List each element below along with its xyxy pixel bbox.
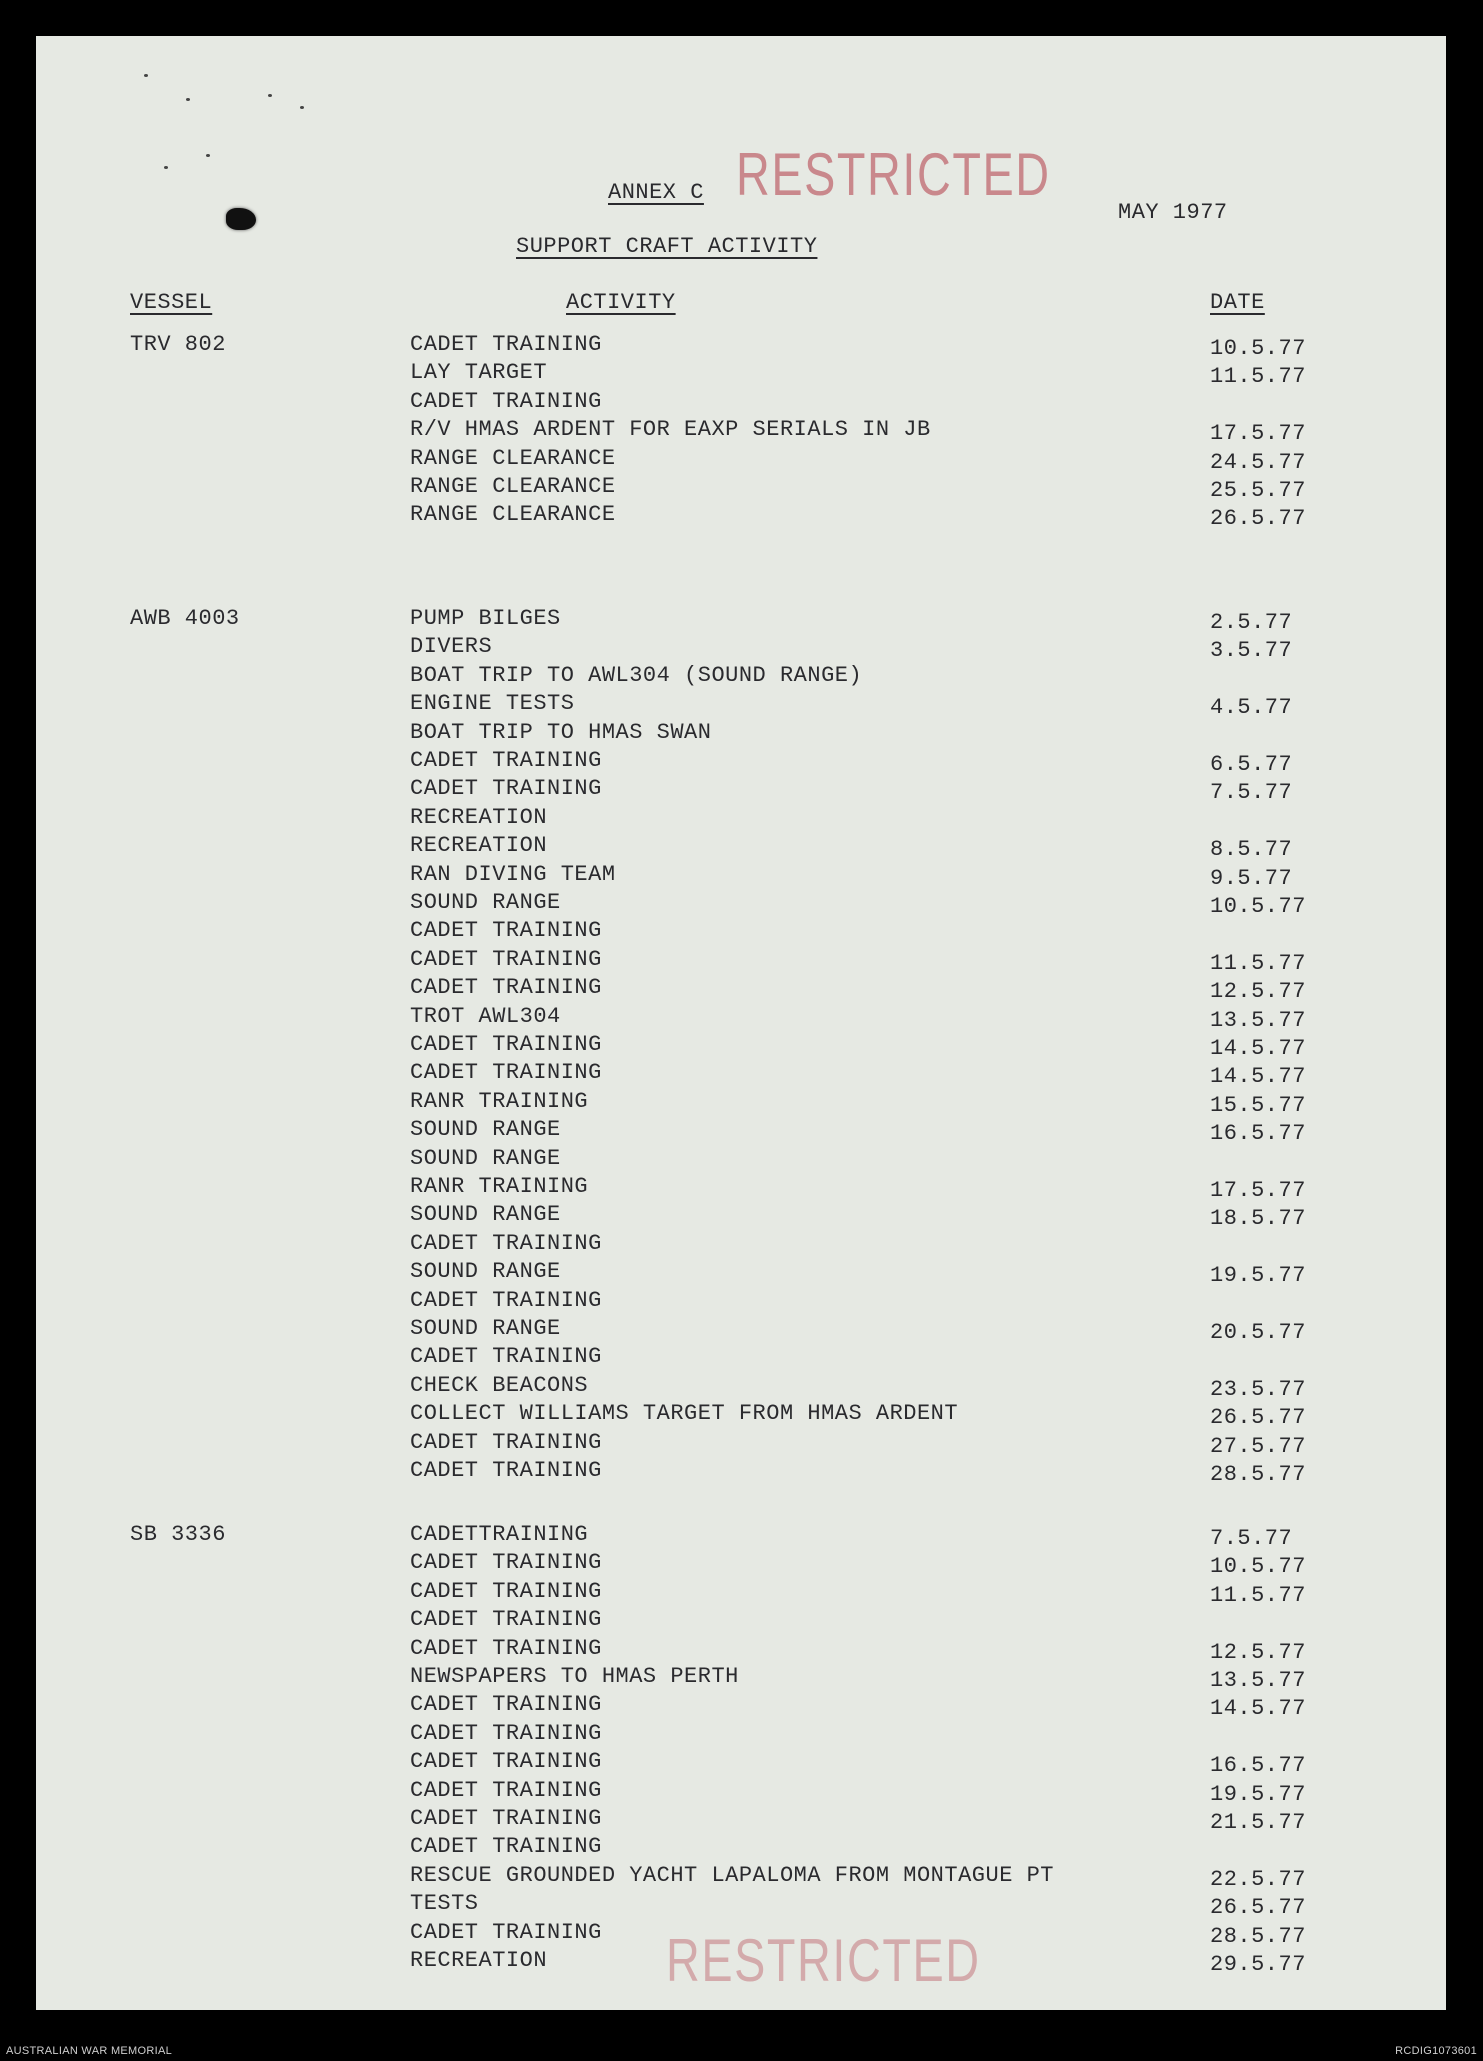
activity-cell: CADET TRAINING	[410, 1230, 602, 1256]
date-cell: 6.5.77	[1210, 752, 1293, 777]
date-cell: 3.5.77	[1210, 638, 1293, 664]
document-title: SUPPORT CRAFT ACTIVITY	[516, 234, 818, 259]
date-cell: 23.5.77	[1210, 1376, 1306, 1402]
vessel-name: TRV 802	[130, 332, 226, 357]
activity-cell: CADET TRAINING	[410, 975, 602, 1001]
restricted-stamp-top: RESTRICTED	[736, 141, 1051, 208]
activity-cell: CADET TRAINING	[410, 332, 602, 357]
activity-cell: CADET TRAINING	[410, 1692, 602, 1718]
date-cell: 24.5.77	[1210, 449, 1306, 475]
date-cell: 19.5.77	[1210, 1781, 1306, 1807]
date-cell: 14.5.77	[1210, 1064, 1306, 1090]
activity-cell: RANR TRAINING	[410, 1088, 589, 1114]
date-cell: 9.5.77	[1210, 865, 1293, 891]
date-cell: 7.5.77	[1210, 1526, 1293, 1551]
activity-cell: CADET TRAINING	[410, 1635, 602, 1661]
date-cell: 15.5.77	[1210, 1092, 1306, 1118]
speck	[300, 106, 304, 109]
activity-cell: DIVERS	[410, 634, 493, 660]
activity-cell: RANGE CLEARANCE	[410, 474, 616, 499]
date-cell: 14.5.77	[1210, 1696, 1306, 1722]
activity-cell: RANGE CLEARANCE	[410, 445, 616, 471]
footer-id: RCDIG1073601	[1395, 2045, 1477, 2057]
date-cell: 20.5.77	[1210, 1320, 1306, 1345]
activity-cell: CADETTRAINING	[410, 1522, 589, 1547]
activity-cell: SOUND RANGE	[410, 1117, 561, 1143]
activity-cell: CADET TRAINING	[410, 1777, 602, 1803]
activity-cell: CADET TRAINING	[410, 918, 602, 944]
activity-cell: SOUND RANGE	[410, 1145, 561, 1171]
speck	[268, 94, 272, 97]
date-cell: 19.5.77	[1210, 1263, 1306, 1289]
activity-cell: CADET TRAINING	[410, 1032, 602, 1057]
date-cell: 13.5.77	[1210, 1007, 1306, 1033]
vessel-header: VESSEL	[130, 290, 213, 315]
date-cell: 21.5.77	[1210, 1810, 1306, 1835]
date-cell: 10.5.77	[1210, 1554, 1306, 1580]
activity-cell: CADET TRAINING	[410, 748, 602, 773]
date-cell: 11.5.77	[1210, 364, 1306, 390]
date-header: DATE	[1210, 290, 1265, 315]
date-cell: 25.5.77	[1210, 478, 1306, 503]
activity-cell: CADET TRAINING	[410, 1834, 602, 1860]
vessel-name: AWB 4003	[130, 606, 240, 631]
activity-cell: CADET TRAINING	[410, 776, 602, 802]
footer-source: AUSTRALIAN WAR MEMORIAL	[6, 2045, 173, 2057]
activity-cell: SOUND RANGE	[410, 890, 561, 915]
activity-cell: NEWSPAPERS TO HMAS PERTH	[410, 1664, 739, 1689]
activity-cell: CADET TRAINING	[410, 1429, 602, 1455]
activity-cell: RECREATION	[410, 1948, 548, 1973]
activity-cell: SOUND RANGE	[410, 1202, 561, 1228]
activity-header: ACTIVITY	[566, 290, 676, 315]
activity-cell: ENGINE TESTS	[410, 691, 575, 717]
activity-cell: BOAT TRIP TO HMAS SWAN	[410, 719, 712, 745]
restricted-stamp-bottom: RESTRICTED	[666, 1927, 981, 1994]
punch-hole	[226, 208, 256, 230]
activity-cell: CADET TRAINING	[410, 1344, 602, 1370]
activity-cell: BOAT TRIP TO AWL304 (SOUND RANGE)	[410, 662, 863, 688]
document-page	[36, 36, 1446, 2010]
date-cell: 12.5.77	[1210, 1639, 1306, 1665]
date-cell: 13.5.77	[1210, 1668, 1306, 1693]
date-cell: 14.5.77	[1210, 1036, 1306, 1061]
activity-cell: CADET TRAINING	[410, 1458, 602, 1483]
annex-label: ANNEX C	[608, 180, 704, 205]
activity-cell: RECREATION	[410, 833, 548, 859]
vessel-name: SB 3336	[130, 1522, 226, 1547]
date-cell: 28.5.77	[1210, 1462, 1306, 1487]
date-cell: 22.5.77	[1210, 1866, 1306, 1892]
activity-cell: CADET TRAINING	[410, 1720, 602, 1746]
activity-cell: TROT AWL304	[410, 1003, 561, 1029]
activity-cell: RANR TRAINING	[410, 1174, 589, 1199]
activity-cell: CADET TRAINING	[410, 1287, 602, 1313]
date-cell: 2.5.77	[1210, 610, 1293, 635]
date-cell: 26.5.77	[1210, 1895, 1306, 1921]
activity-cell: CADET TRAINING	[410, 1060, 602, 1086]
date-cell: 17.5.77	[1210, 421, 1306, 447]
date-cell: 27.5.77	[1210, 1433, 1306, 1459]
date-cell: 28.5.77	[1210, 1923, 1306, 1949]
date-cell: 10.5.77	[1210, 894, 1306, 919]
activity-cell: CADET TRAINING	[410, 1749, 602, 1775]
date-cell: 29.5.77	[1210, 1952, 1306, 1977]
speck	[186, 98, 190, 101]
speck	[206, 154, 210, 157]
activity-cell: CADET TRAINING	[410, 388, 602, 414]
date-cell: 18.5.77	[1210, 1206, 1306, 1232]
activity-cell: CADET TRAINING	[410, 1806, 602, 1831]
activity-cell: RESCUE GROUNDED YACHT LAPALOMA FROM MONTAGUE PT	[410, 1862, 1055, 1888]
date-cell: 4.5.77	[1210, 695, 1293, 721]
activity-cell: SOUND RANGE	[410, 1259, 561, 1285]
date-cell: 16.5.77	[1210, 1753, 1306, 1779]
activity-cell: CADET TRAINING	[410, 1919, 602, 1945]
activity-cell: RANGE CLEARANCE	[410, 502, 616, 528]
activity-cell: TESTS	[410, 1891, 479, 1917]
date-cell: 17.5.77	[1210, 1178, 1306, 1203]
activity-cell: RECREATION	[410, 804, 548, 830]
date-cell: 11.5.77	[1210, 1582, 1306, 1608]
date-cell: 16.5.77	[1210, 1121, 1306, 1147]
activity-cell: RAN DIVING TEAM	[410, 861, 616, 887]
date-cell: 12.5.77	[1210, 979, 1306, 1005]
activity-cell: LAY TARGET	[410, 360, 548, 386]
speck	[144, 74, 148, 77]
speck	[164, 166, 168, 169]
date-cell: 7.5.77	[1210, 780, 1293, 806]
date-cell: 26.5.77	[1210, 1405, 1306, 1431]
activity-cell: CHECK BEACONS	[410, 1372, 589, 1398]
activity-cell: CADET TRAINING	[410, 1607, 602, 1633]
activity-cell: PUMP BILGES	[410, 606, 561, 631]
activity-cell: CADET TRAINING	[410, 946, 602, 972]
activity-cell: SOUND RANGE	[410, 1316, 561, 1341]
date-cell: 11.5.77	[1210, 950, 1306, 976]
activity-cell: CADET TRAINING	[410, 1578, 602, 1604]
date-cell: 10.5.77	[1210, 336, 1306, 361]
activity-cell: CADET TRAINING	[410, 1550, 602, 1576]
date-cell: 26.5.77	[1210, 506, 1306, 532]
activity-cell: COLLECT WILLIAMS TARGET FROM HMAS ARDENT	[410, 1401, 959, 1427]
date-cell: 8.5.77	[1210, 837, 1293, 863]
activity-cell: R/V HMAS ARDENT FOR EAXP SERIALS IN JB	[410, 417, 931, 443]
period-label: MAY 1977	[1118, 200, 1228, 225]
